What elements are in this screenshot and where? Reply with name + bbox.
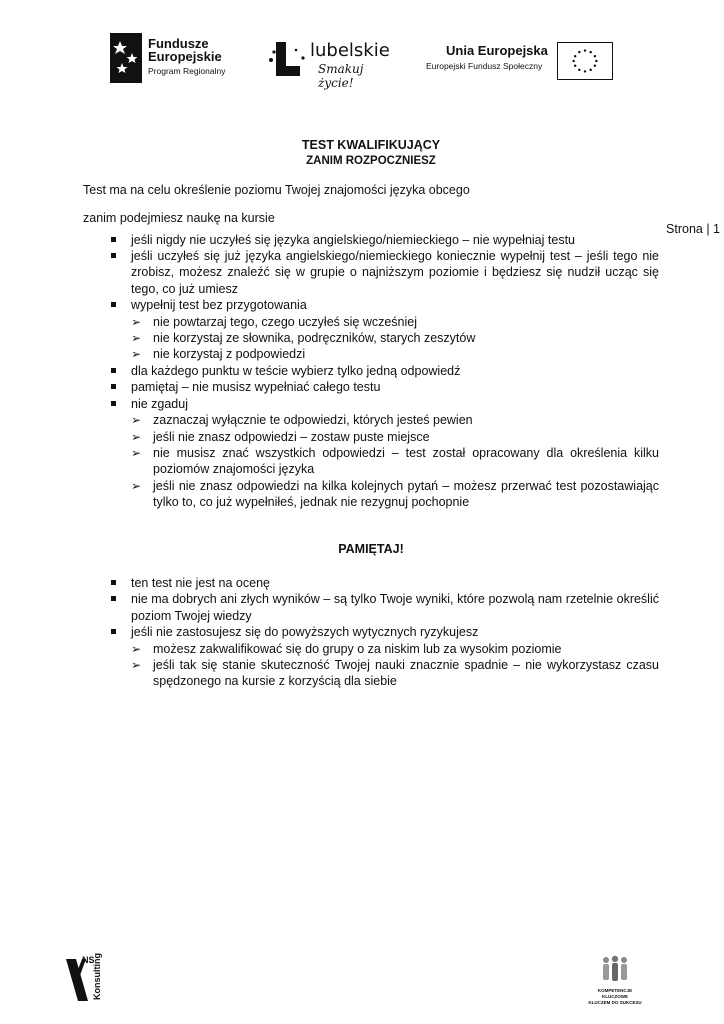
sub-list-item: ➢ nie korzystaj z podpowiedzi <box>131 346 659 362</box>
document-title: TEST KWALIFIKUJĄCY <box>301 138 441 152</box>
kk-line-1: KOMPETENCJE KLUCZOWE <box>597 988 633 999</box>
list-item: wypełnij test bez przygotowania ➢ nie powtarzaj tego, czego uczyłeś się wcześniej ➢ nie korzystaj ze słownika, podręczników, starych zeszytów ➢ nie korzystaj z podpowiedzi <box>83 297 659 363</box>
ns-letters: NS <box>82 955 95 965</box>
eu-sub: Europejski Fundusz Społeczny <box>426 61 543 71</box>
ns-konsulting-logo <box>62 953 112 1008</box>
sub-list <box>131 641 659 690</box>
lubelskie-name: lubelskie <box>310 40 390 61</box>
fundusze-europejskie-logo <box>110 33 245 83</box>
document-subtitle: ZANIM ROZPOCZNIESZ <box>306 155 436 168</box>
page-number-label: Strona | 1 <box>666 222 720 236</box>
fe-logo-line1: Fundusze <box>148 36 209 51</box>
list-item: pamiętaj – nie musisz wypełniać całego testu <box>83 379 659 395</box>
list-item: dla każdego punktu w teście wybierz tylko jedną odpowiedź <box>83 363 659 379</box>
people-group-icon <box>600 955 630 983</box>
kompetencje-kluczowe-logo <box>585 955 645 1006</box>
fe-logo-line3: Program Regionalny <box>148 66 226 76</box>
sub-list-item: ➢ nie korzystaj ze słownika, podręczników, starych zeszytów <box>131 330 659 346</box>
sub-list-item: ➢ jeśli tak się stanie skuteczność Twojej nauki znacznie spadnie – nie wykorzystasz czasu spędzonego na kursie z korzyścią dla siebie <box>131 657 659 690</box>
sub-list-item: ➢ możesz zakwalifikować się do grupy o za niskim lub za wysokim poziomie <box>131 641 659 657</box>
list-item: ten test nie jest na ocenę <box>83 575 659 591</box>
intro-line-1: Test ma na celu określenie poziomu Twojej znajomości języka obcego <box>83 182 470 197</box>
lubelskie-slogan: Smakuj życie! <box>318 62 364 90</box>
list-item: nie ma dobrych ani złych wyników – są tylko Twoje wyniki, które pozwolą nam rzetelnie określić poziom Twojej wiedzy <box>83 591 659 624</box>
sub-list-item: ➢ nie musisz znać wszystkich odpowiedzi – test został opracowany dla określenia kilku poziomów znajomości języka <box>131 445 659 478</box>
sub-list <box>131 412 659 510</box>
list-item: jeśli uczyłeś się już języka angielskiego/niemieckiego koniecznie wypełnij test – jeśli tego nie zrobisz, możesz znaleźć się w grupie o najniższym poziomie i będziesz się nudził ucząc się tego, co już umiesz <box>83 248 659 297</box>
sub-list <box>131 314 659 363</box>
sub-list-item: ➢ nie powtarzaj tego, czego uczyłeś się wcześniej <box>131 314 659 330</box>
list-item: jeśli nie zastosujesz się do powyższych wytycznych ryzykujesz ➢ możesz zakwalifikować się do grupy o za niskim lub za wysokim poziomie ➢ jeśli tak się stanie skuteczność Twojej nauki znacznie spadnie – nie wykorzystasz czasu spędzonego na kursie z korzyścią dla siebie <box>83 624 659 690</box>
instructions-list <box>83 232 659 511</box>
sub-list-item: ➢ zaznaczaj wyłącznie te odpowiedzi, których jesteś pewien <box>131 412 659 428</box>
remember-list <box>83 575 659 690</box>
lubelskie-emblem-icon <box>266 40 306 80</box>
fe-stars-icon <box>110 33 142 83</box>
sub-list-item: ➢ jeśli nie znasz odpowiedzi – zostaw puste miejsce <box>131 429 659 445</box>
remember-heading: PAMIĘTAJ! <box>338 541 404 556</box>
sub-list-item: ➢ jeśli nie znasz odpowiedzi na kilka kolejnych pytań – możesz przerwać test pozostawiając tylko to, co już wypełniłeś, jednak nie rezygnuj pochopnie <box>131 478 659 511</box>
intro-line-2: zanim podejmiesz naukę na kursie <box>83 211 275 226</box>
lubelskie-logo <box>266 40 396 90</box>
kk-line-2: KLUCZEM DO SUKCESU <box>588 1000 642 1005</box>
eu-flag-icon <box>557 42 613 80</box>
document-body <box>83 137 659 690</box>
eu-name: Unia Europejska <box>446 43 548 58</box>
unia-europejska-logo <box>426 43 548 71</box>
fe-logo-line2: Europejskie <box>148 49 222 64</box>
list-item: nie zgaduj ➢ zaznaczaj wyłącznie te odpowiedzi, których jesteś pewien ➢ jeśli nie znasz odpowiedzi – zostaw puste miejsce ➢ nie musisz znać wszystkich odpowiedzi – test został opracowany dla określenia kilku poziomów znajomości języka ➢ jeśli nie znasz odpowiedzi na kilka kolejnych pytań – możesz przerwać test pozostawiając tylko to, co już wypełniłeś, jednak nie rezygnuj pochopnie <box>83 396 659 511</box>
ns-text: Konsulting <box>92 953 102 1000</box>
list-item: jeśli nigdy nie uczyłeś się języka angielskiego/niemieckiego – nie wypełniaj testu <box>83 232 659 248</box>
